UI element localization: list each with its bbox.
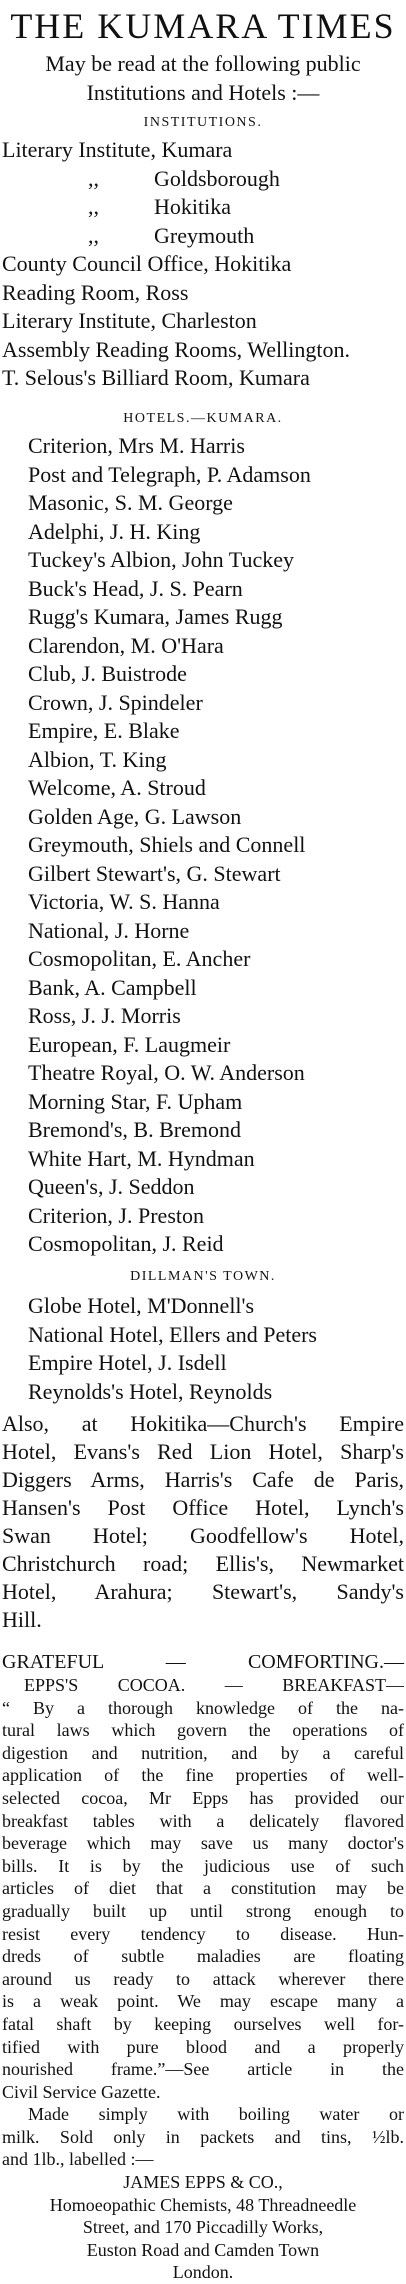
advert-line: articles of diet that a constitution may be xyxy=(2,1878,404,1899)
institution-line: Literary Institute, Kumara xyxy=(2,137,233,162)
also-paragraph xyxy=(2,1410,404,1634)
hotel-line: Theatre Royal, O. W. Anderson xyxy=(28,1060,305,1085)
advert-line: application of the fine properties of well- xyxy=(2,1765,404,1786)
hotel-line: Welcome, A. Stroud xyxy=(28,775,206,800)
hotel-line: Clarendon, M. O'Hara xyxy=(28,632,224,658)
hotel-line: Victoria, W. S. Hanna xyxy=(28,889,220,914)
advert-line: milk. Sold only in packets and tins, ½lb. xyxy=(2,2126,404,2147)
advert-line: resist every tendency to disease. Hun- xyxy=(2,1923,404,1944)
hotel-line: White Hart, M. Hyndman xyxy=(28,1145,255,1171)
hotel-line: Crown, J. Spindeler xyxy=(28,689,203,715)
institutions-list xyxy=(0,136,406,393)
dillmans-line: Globe Hotel, M'Donnell's xyxy=(28,1293,255,1318)
also-line: Hill. xyxy=(2,1607,42,1632)
advert-line: nourished frame.”—See article in the xyxy=(2,2059,404,2080)
advert-line: selected cocoa, Mr Epps has provided our xyxy=(2,1787,404,1808)
epps-cocoa-advert xyxy=(2,1650,404,2284)
institution-line: ,, Goldsborough xyxy=(88,165,280,191)
hotel-line: Bank, A. Campbell xyxy=(28,974,197,1000)
advert-line: “ By a thorough knowledge of the na- xyxy=(2,1697,404,1718)
also-line: Diggers Arms, Harris's Cafe de Paris, xyxy=(2,1467,404,1492)
dillmans-line: National Hotel, Ellers and Peters xyxy=(28,1321,317,1347)
also-line: Also, at Hokitika—Church's Empire xyxy=(2,1411,404,1436)
hotel-line: Albion, T. King xyxy=(28,746,167,772)
institution-line: ,, Hokitika xyxy=(88,194,231,219)
hotel-line: Criterion, Mrs M. Harris xyxy=(28,433,245,458)
advert-line: bills. It is by the judicious use of such xyxy=(2,1855,404,1876)
institution-line: County Council Office, Hokitika xyxy=(2,251,292,276)
institution-line: Assembly Reading Rooms, Wellington. xyxy=(2,336,350,362)
hotel-line: Greymouth, Shiels and Connell xyxy=(28,832,306,857)
dillmans-heading: DILLMAN'S TOWN. xyxy=(130,1269,276,1284)
hotels-kumara-list xyxy=(0,432,406,1259)
also-line: Hansen's Post Office Hotel, Lynch's xyxy=(2,1495,404,1520)
advert-signature-line: London. xyxy=(172,2262,234,2283)
advert-line: digestion and nutrition, and by a careful xyxy=(2,1742,404,1763)
advert-signature-line: Homoeopathic Chemists, 48 Threadneedle xyxy=(49,2194,357,2215)
hotel-line: Tuckey's Albion, John Tuckey xyxy=(28,547,294,572)
advert-line: around us ready to attack wherever there xyxy=(2,1968,404,1989)
hotel-line: Cosmopolitan, E. Ancher xyxy=(28,946,251,971)
intro xyxy=(0,50,406,107)
hotel-line: National, J. Horne xyxy=(28,917,190,943)
advert-line: Made simply with boiling water or xyxy=(28,2104,404,2125)
institution-line: Reading Room, Ross xyxy=(2,279,189,305)
masthead: THE KUMARA TIMES xyxy=(10,6,396,46)
advert-line: dreds of subtle maladies are floating xyxy=(2,1946,404,1967)
hotel-line: Masonic, S. M. George xyxy=(28,490,233,515)
advert-line: EPPS'S COCOA. — BREAKFAST— xyxy=(24,1675,404,1695)
hotel-line: Criterion, J. Preston xyxy=(28,1202,204,1228)
advert-line: tified with pure blood and a properly xyxy=(2,2036,404,2057)
advert-line: tural laws which govern the operations of xyxy=(2,1720,404,1741)
advert-line: gradually built up until strong enough to xyxy=(2,1900,404,1921)
hotel-line: Cosmopolitan, J. Reid xyxy=(28,1231,224,1256)
institution-line: ,, Greymouth xyxy=(88,222,255,248)
hotel-line: Queen's, J. Seddon xyxy=(28,1174,195,1199)
advert-line: GRATEFUL — COMFORTING.— xyxy=(2,1651,404,1673)
hotel-line: Club, J. Buistrode xyxy=(28,661,187,686)
hotel-line: Ross, J. J. Morris xyxy=(28,1003,181,1028)
advert-line: fatal shaft by keeping ourselves well for- xyxy=(2,2013,404,2034)
hotel-line: Morning Star, F. Upham xyxy=(28,1088,243,1114)
institutions-heading: INSTITUTIONS. xyxy=(143,115,263,130)
also-line: Christchurch road; Ellis's, Newmarket xyxy=(2,1551,404,1576)
hotel-line: Gilbert Stewart's, G. Stewart xyxy=(28,860,281,886)
advert-line: Civil Service Gazette. xyxy=(2,2081,161,2102)
advert-line: breakfast tables with a delicately flavored xyxy=(2,1810,404,1831)
hotel-line: Rugg's Kumara, James Rugg xyxy=(28,604,283,629)
hotel-line: European, F. Laugmeir xyxy=(28,1031,231,1057)
hotels-kumara-heading: HOTELS.—KUMARA. xyxy=(123,411,283,426)
intro-line: May be read at the following public xyxy=(45,51,361,76)
hotel-line: Bremond's, B. Bremond xyxy=(28,1117,241,1142)
advert-line: and 1lb., labelled :— xyxy=(2,2149,154,2170)
hotel-line: Golden Age, G. Lawson xyxy=(28,803,242,829)
also-line: Swan Hotel; Goodfellow's Hotel, xyxy=(2,1523,404,1548)
hotel-line: Empire, E. Blake xyxy=(28,718,180,743)
dillmans-line: Reynolds's Hotel, Reynolds xyxy=(28,1378,273,1404)
also-line: Hotel, Arahura; Stewart's, Sandy's xyxy=(2,1579,404,1604)
dillmans-line: Empire Hotel, J. Isdell xyxy=(28,1350,227,1375)
institution-line: T. Selous's Billiard Room, Kumara xyxy=(2,365,310,390)
advert-signature-line: Euston Road and Camden Town xyxy=(86,2239,320,2260)
advert-signature-line: Street, and 170 Piccadilly Works, xyxy=(82,2217,324,2238)
hotel-line: Post and Telegraph, P. Adamson xyxy=(28,461,311,487)
hotel-line: Adelphi, J. H. King xyxy=(28,518,201,544)
advert-line: beverage which may save us many doctor's xyxy=(2,1833,404,1854)
dillmans-list xyxy=(0,1292,406,1406)
also-line: Hotel, Evans's Red Lion Hotel, Sharp's xyxy=(2,1439,404,1464)
hotel-line: Buck's Head, J. S. Pearn xyxy=(28,575,243,601)
advert-signature-line: JAMES EPPS & CO., xyxy=(123,2172,283,2193)
institution-line: Literary Institute, Charleston xyxy=(2,308,257,333)
advert-line: is a weak point. We may escape many a xyxy=(2,1991,404,2012)
intro-line: Institutions and Hotels :— xyxy=(86,79,320,105)
